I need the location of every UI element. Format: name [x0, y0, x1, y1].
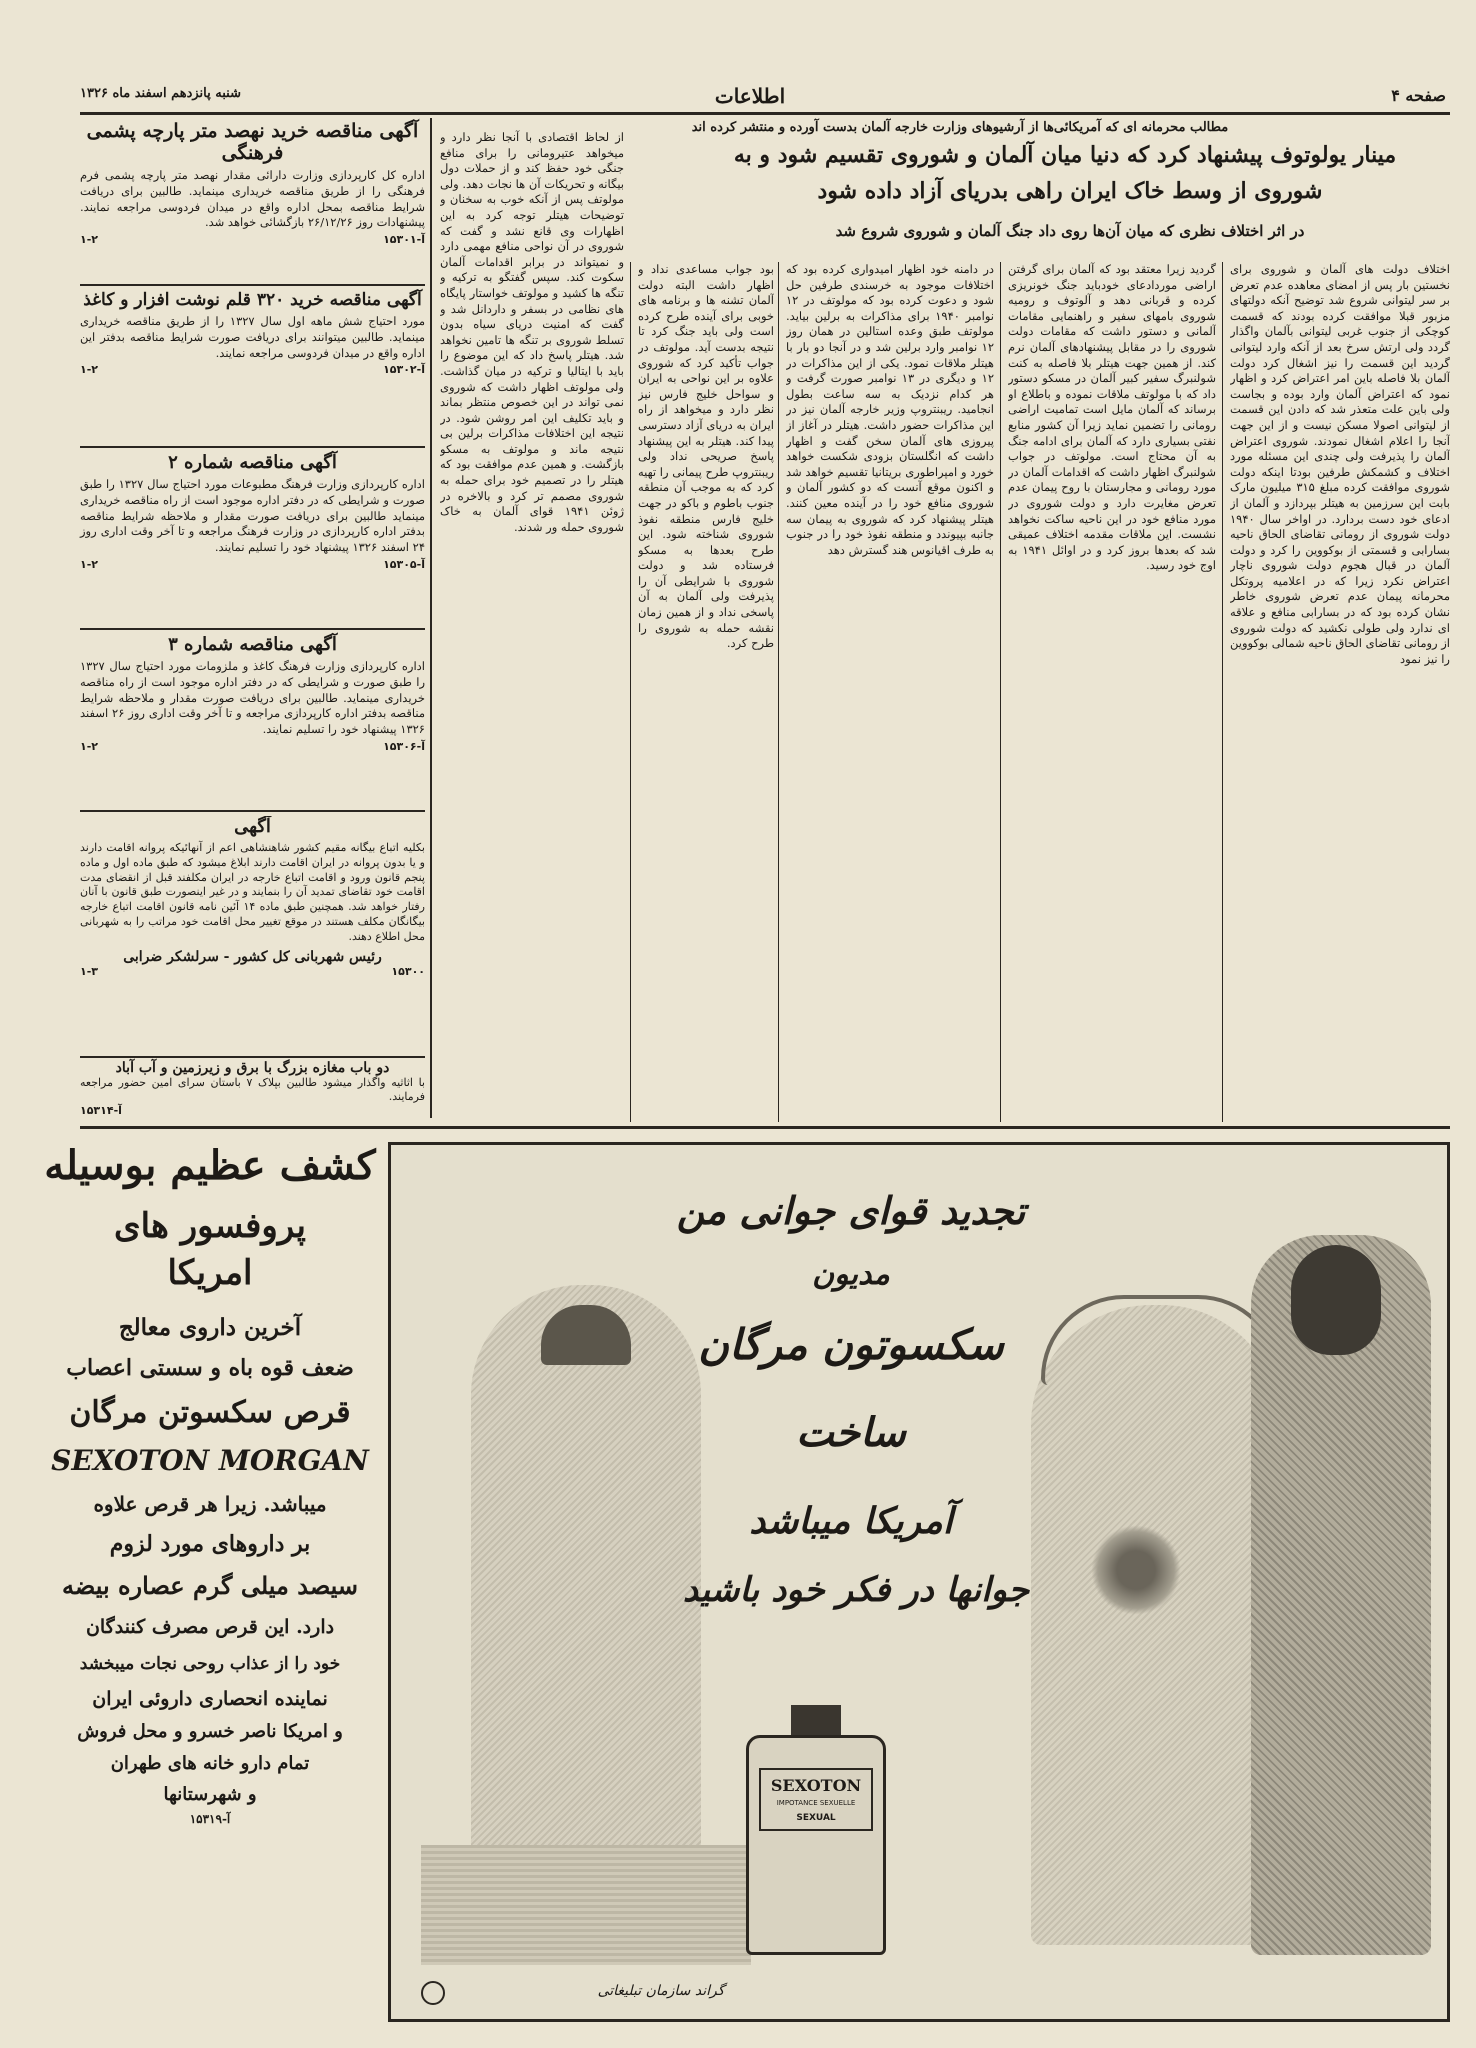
sexoton-text-ad	[40, 1140, 380, 2020]
masthead: اطلاعات	[714, 84, 786, 108]
story-column-4: بود جواب مساعدی نداد و اظهار داشت البته دولت آلمان تشنه ها و برنامه های خوبی برای آینده طرح کرده است ولی باید جنگ کرد تا نتیجه بدست آید. مولوتف در جواب تأکید کرد که شوروی علاوه بر این نواحی به ایران و سواحل خلیج فارس نیز نظر دارد و میخواهد از راه ایران به دریای آزاد دسترسی پیدا کند. هیتلر به این پیشنهاد پاسخ صریحی نداد ولی ریبنتروپ طرح پیمانی را تهیه کرد که به موجب آن منطقه جنوب باطوم و باکو در جهت خلیج فارس منطقه نفوذ شوروی شناخته شود. این طرح بعدها به مسکو فرستاده شد و دولت شوروی با شرایطی آن را پذیرفت ولی آلمان به آن پاسخی نداد و از همین زمان نقشه حمله به شوروی را طرح کرد.	[638, 262, 774, 651]
notice-2	[80, 290, 425, 440]
story-subhead: در اثر اختلاف نظری که میان آن‌ها روی داد جنگ آلمان و شوروی شروع شد	[835, 222, 1305, 240]
notice-rule	[80, 810, 425, 812]
ads-top-rule	[80, 1126, 1450, 1129]
slogan-line-5: آمریکا میباشد	[749, 1500, 953, 1542]
notice-code: ۱-۲ آ-۱۵۳۰۱	[80, 233, 425, 247]
notice-body: مورد احتیاج شش ماهه اول سال ۱۳۲۷ را از طریق مناقصه خریداری مینماید. طالبین میتوانند برای دریافت صورت شرایط مناقصه بدفتر این اداره واقع در میدان فردوسی مراجعه نمایند.	[80, 314, 426, 360]
ad-line: قرص سکسوتن مرگان	[69, 1395, 351, 1430]
story-kicker: مطالب محرمانه ای که آمریکائی‌ها از آرشیوهای وزارت خارجه آلمان بدست آورده و منتشر کرده اند	[691, 120, 1229, 135]
shop-notice-body: با اثاثیه واگذار میشود طالبین بپلاک ۷ باستان سرای امین حضور مراجعه فرمایند.	[80, 1076, 425, 1103]
notice-code: ۱-۲ آ-۱۵۳۰۲	[80, 363, 425, 377]
notice-code: ۱-۳ ۱۵۳۰۰	[80, 964, 425, 978]
story-column-1: اختلاف دولت های آلمان و شوروی برای نخستین بار پس از امضای معاهده عدم تعرض بر سر لیتوانی شروع شد توضیح آنکه دولتهای مزبور قبلا موافقت کرده بودند که قسمت کوچکی از جنوب غربی لیتوانی بآلمان واگذار گردد ولی ارتش سرخ بعد از آنکه وارد لیتوانی گردید این قسمت را نیز اشغال کرد دولت آلمان بلا فاصله باین امر اعتراض کرد و اظهار نمود که اعتراض آلمان وارد بوده و بجاست ولی باین علت متعذر شد که دادن این قسمت از لیتوانی اصولا مسکن نیست و از این جهت آنجا را اعلام اشغال نمودند. شوروی اعتراض آلمان را پذیرفت ولی چندی این مسئله مورد اختلاف و کشمکش طرفین بودتا اینکه دولت شوروی موافقت کرده مبلغ ۳۱۵ میلیون مارک بابت این سرزمین به هیتلر بپردازد و آلمان از ادعای خود دست بردارد. در اواخر سال ۱۹۴۰ دولت شوروی از رومانی تقاضای الحاق ناحیه بسارابی و قسمتی از بوکووین را کرد و دولت آلمان در قبال هجوم دولت شوروی ناچار اعتراض نکرد زیرا که در اعلامیه پروتکل محرمانه پیمان عدم تعرض شوروی خاطر نشان کرده بود که در بسارابی منافع و علاقه ای ندارد ولی طولی نکشید که دولت شوروی از رومانی تقاضای الحاق ناحیه شمالی بوکووین را نیز نمود	[1230, 262, 1450, 666]
notice-4	[80, 634, 425, 804]
slogan-line-3: سکسوتون مرگان	[698, 1320, 1004, 1369]
sexoton-illustrated-ad	[388, 1142, 1450, 2022]
bride-illustration	[1031, 1305, 1281, 1945]
ad-line: و شهرستانها	[163, 1784, 257, 1805]
bouquet-illustration	[1091, 1525, 1181, 1615]
column-rule	[1000, 262, 1001, 1122]
ad-line: خود را از عذاب روحی نجات میبخشد	[79, 1654, 341, 1674]
issue-date: شنبه پانزدهم اسفند ماه ۱۳۲۶	[80, 86, 241, 101]
story-column-3: در دامنه خود اظهار امیدواری کرده بود که اختلافات موجود به خرسندی طرفین حل شود و دعوت کرده بود که مولوتف در ۱۲ نوامبر ۱۹۴۰ برای مذاکرات به برلین بیاید. مولوتف طبق وعده استالین در همان روز ۱۲ نوامبر وارد برلین شد و در آنجا دو بار با هیتلر ملاقات نمود. یکی از این مذاکرات در ۱۲ و دیگری در ۱۳ نوامبر صورت گرفت و هر کدام نزدیک به سه ساعت بطول انجامید. ریبنتروپ وزیر خارجه آلمان نیز در این مذاکرات حضور داشت. هیتلر در آغاز از پیروزی های آلمان سخن گفت و اظهار داشت که انگلستان بزودی شکست خواهد خورد و امپراطوری بریتانیا تقسیم خواهد شد و اکنون موقع آنست که دو کشور آلمان و شوروی منافع خود را در آینده معین کنند. هیتلر پیشنهاد کرد که شوروی به پیمان سه جانبه بپیوندد و منطقه نفوذ خود را در جنوب به طرف اقیانوس هند گسترش دهد	[786, 262, 994, 557]
slogan-line-2: مدیون	[812, 1257, 890, 1292]
notice-body: اداره کل کارپردازی وزارت دارائی مقدار نهصد متر پارچه پشمی فرم فرهنگی را از طریق مناقصه خریداری مینماید. طالبین برای دریافت شرایط مناقصه بمحل اداره واقع در میدان فردوسی مراجعه نمایند. پیشنهادات روز ۲۶/۱۲/۲۶ بازگشائی خواهد شد.	[80, 168, 425, 230]
notice-body: اداره کارپردازی وزارت فرهنگ کاغذ و ملزومات مورد احتیاج سال ۱۳۲۷ را طبق صورت و شرایطی که در دفتر اداره موجود است از راه مناقصه خریداری مینماید. طالبین برای دریافت صورت مقدار و ملاحظه شرایط مناقصه بدفتر اداره کارپردازی مراجعه و تا آخر وقت اداری روز ۲۶ اسفند ۱۳۲۶ پیشنهاد خود را تسلیم نمایند.	[80, 659, 425, 737]
bottle-foot-label: SEXUAL	[796, 1813, 836, 1823]
notice-rule	[80, 446, 425, 448]
bottle-cap	[791, 1705, 841, 1735]
notice-rule	[80, 1056, 425, 1058]
ad-line: کشف عظیم بوسیله	[44, 1142, 376, 1189]
page-number: صفحه ۴	[1391, 86, 1446, 105]
ad-line: نماینده انحصاری داروئی ایران	[92, 1688, 328, 1710]
notices-column	[80, 120, 425, 1120]
notice-rule	[80, 628, 425, 630]
story-column-5: از لحاظ اقتصادی با آنجا نظر دارد و میخواهد عتیرومانی را برای منافع جنگی خود حفظ کند و از حملات دول بیگانه و تحریکات آن ها نجات دهد. ولی مولوتف پس از آنکه خوب به سخنان و توضیحات هیتلر توجه کرد به این اظهارات وی قانع نشد و گفت که شوروی در آن نواحی منافع مهمی دارد و نمیتواند در برابر اقدامات آلمان سکوت کند. سپس گفتگو به ترکیه و تنگه ها کشید و مولوتف خواستار پایگاه های نظامی در بسفر و داردانل شد و گفت که امنیت دریای سیاه بدون تسلط شوروی بر تنگه ها تامین نخواهد شد. هیتلر پاسخ داد که این موضوع را باید با ایتالیا و ترکیه در میان گذاشت. ولی مولوتف اظهار داشت که شوروی نمی تواند در این خصوص منتظر بماند و باید تکلیف این امر روشن شود. در نتیجه این اختلافات مذاکرات برلین بی نتیجه ماند و مولوتف به مسکو بازگشت. و همین عدم موافقت بود که هیتلر را در تصمیم خود برای حمله به شوروی مصمم تر کرد و بالاخره در ژوئن ۱۹۴۱ قوای آلمان به خاک شوروی حمله ور شدند.	[440, 130, 624, 534]
ad-line-latin: SEXOTON MORGAN	[51, 1444, 369, 1477]
story-headline-1: مینار یولوتوف پیشنهاد کرد که دنیا میان آلمان و شوروی تقسیم شود و به	[733, 142, 1397, 168]
ad-line: بر داروهای مورد لزوم	[109, 1531, 311, 1557]
ad-line: آخرین داروی معالج	[118, 1314, 302, 1341]
bottle-label: SEXOTON	[770, 1776, 862, 1795]
column-rule	[778, 262, 779, 1122]
ad-line: و امریکا ناصر خسرو و محل فروش	[77, 1721, 343, 1742]
ad-line: دارد. این قرص مصرف کنندگان	[85, 1616, 335, 1638]
bottle-sub-label: IMPOTANCE SEXUELLE	[776, 1799, 856, 1807]
notice-title: آگهی مناقصه شماره ۳	[168, 634, 337, 655]
notice-title: آگهی مناقصه خرید نهصد متر پارچه پشمی فرهنگی	[86, 120, 419, 164]
circle-mark-icon	[421, 1981, 445, 2005]
notice-1	[80, 120, 425, 280]
ad-line: سیصد میلی گرم عصاره بیضه	[62, 1571, 358, 1600]
notice-5	[80, 816, 425, 1052]
ad-line: ضعف قوه باه و سستی اعصاب	[66, 1355, 354, 1381]
notice-title: آگهی مناقصه شماره ۲	[168, 452, 337, 473]
bride-hat	[1041, 1295, 1281, 1385]
notice-title: آگهی مناقصه خرید ۳۲۰ قلم نوشت افزار و کاغذ	[83, 290, 422, 310]
notice-title: آگهی	[234, 816, 271, 837]
notice-body: اداره کارپردازی وزارت فرهنگ مطبوعات مورد احتیاج سال ۱۳۲۷ را طبق صورت و شرایطی که در دفتر اداره موجود است از راه مناقصه خریداری مینماید طالبین برای دریافت صورت مقدار و ملاحظه شرایط مناقصه بدفتر اداره کارپردازی در وزارت فرهنگ مراجعه و تا آخر وقت اداری روز ۲۴ اسفند ۱۳۲۶ پیشنهاد خود را تسلیم نمایند.	[80, 477, 425, 555]
ad-line: پروفسور های	[114, 1206, 306, 1246]
slogan-line-4: ساخت	[796, 1409, 906, 1456]
ad-line: امریکا	[167, 1253, 253, 1293]
header-rule	[80, 112, 1450, 115]
shop-notice-title: دو باب مغازه بزرگ با برق و زیرزمین و آب آباد	[115, 1060, 390, 1076]
notice-body: بکلیه اتباع بیگانه مقیم کشور شاهنشاهی اعم از آنهائیکه پروانه اقامت دارند و یا بدون پروانه در ایران اقامت دارند ابلاغ میشود که طبق ماده اول و ماده پنجم قانون ورود و اقامت اتباع خارجه در ایران مکلفند قبل از انقضای مدت اقامت خود تقاضای تمدید آن را بنمایند و در غیر اینصورت طبق قانون با آنان رفتار خواهد شد. همچنین طبق ماده ۱۴ آئین نامه قانون اقامت اتباع خارجه بیگانگان مکلف هستند در موقع تغییر محل اقامت خود مراتب را به شهربانی محل اطلاع دهند.	[80, 841, 425, 943]
ad-signature: گراند سازمان تبلیغاتی	[597, 1983, 725, 1999]
bottle-illustration	[741, 1705, 891, 1955]
bottle-body	[746, 1735, 886, 1955]
notice-3	[80, 452, 425, 622]
slogan-line-1: تجدید قوای جوانی من	[676, 1188, 1026, 1233]
notice-signature: رئیس شهربانی کل کشور - سرلشکر ضرابی	[123, 948, 382, 965]
ad-line: تمام دارو خانه های طهران	[110, 1753, 310, 1774]
ad-code: آ-۱۵۳۱۹	[189, 1812, 231, 1826]
notice-rule	[80, 284, 425, 286]
shop-notice	[80, 1060, 425, 1120]
story-headline-2: شوروی از وسط خاک ایران راهی بدریای آزاد داده شود	[817, 178, 1323, 204]
ad-line: میباشد. زیرا هر قرص علاوه	[93, 1492, 327, 1516]
column-rule	[630, 262, 631, 1122]
notice-code: ۱-۲ آ-۱۵۳۰۵	[80, 557, 425, 571]
story-column-2: گردید زیرا معتقد بود که آلمان برای گرفتن اراضی موردادعای خودباید جنگ خونریزی کرده و قربانی دهد و آلوتوف و رومیه شوروی بامهای سفیر و راهنمایی مقامات آلمانی و دستور داشت که مقامات دولت شوروی را در مقابل پیشنهادهای آلمان نرم کند. از همین جهت هیتلر بلا فاصله به کنت شولنبرگ سفیر کبیر آلمان در مسکو دستور داد که با مولوتف ملاقات نموده و باطلاع او برساند که آلمان مایل است تمامیت اراضی رومانی را تضمین نماید زیرا آن کشور منابع نفتی بسیاری دارد که آلمان برای ادامه جنگ به آن محتاج است. مولوتف در جواب شولنبرگ اظهار داشت که اقدامات آلمان در مورد رومانی و مجارستان با روح پیمان عدم تعرض مغایرت دارد و دولت شوروی در مورد منافع خود در این ناحیه ساکت نخواهد نشست. این ملاقات مقدمه اختلاف عمیقی شد که بعدها بروز کرد و در اوائل ۱۹۴۱ به اوج خود رسید.	[1008, 262, 1216, 573]
floor-illustration	[421, 1845, 751, 1965]
notice-code: ۱-۲ آ-۱۵۳۰۶	[80, 739, 425, 753]
shop-notice-code: آ-۱۵۳۱۴	[80, 1104, 122, 1117]
slogan-line-6: جوانها در فکر خود باشید	[682, 1570, 1030, 1610]
column-rule	[1222, 262, 1223, 1122]
section-rule	[430, 118, 432, 1118]
groom-head	[1291, 1245, 1381, 1355]
